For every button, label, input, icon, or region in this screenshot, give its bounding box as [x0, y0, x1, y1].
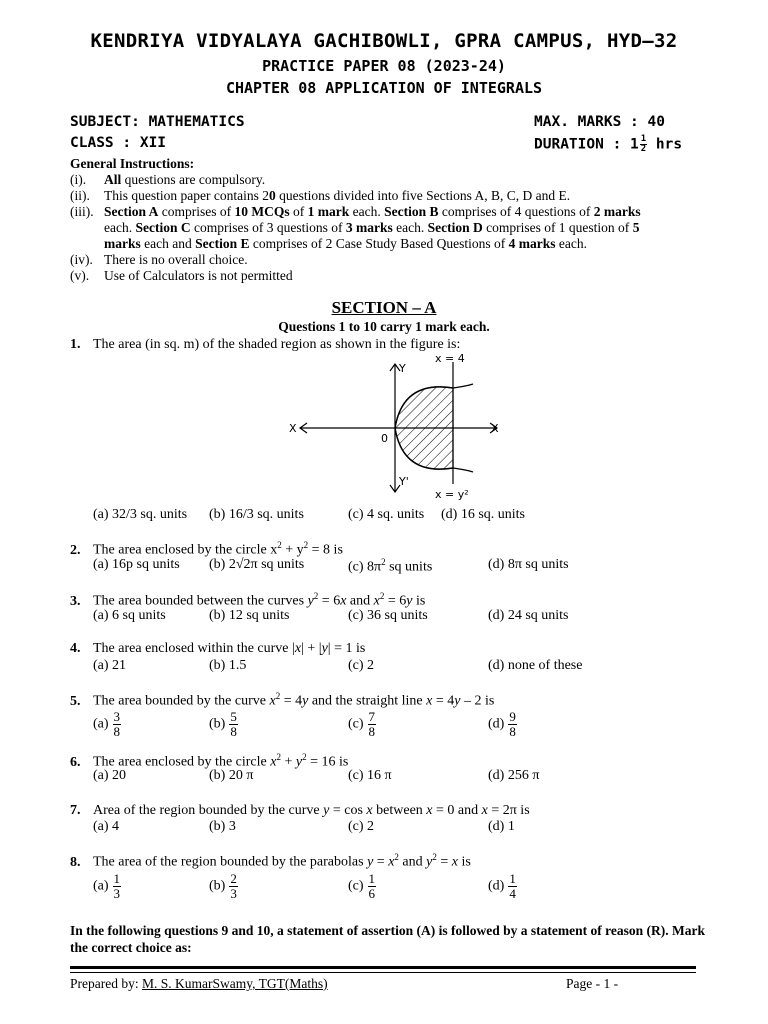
text: = 6	[318, 593, 341, 609]
option-b[interactable]: (b) 3	[209, 819, 236, 834]
text: The area bounded between the curves	[93, 593, 308, 609]
superscript: 2	[302, 752, 307, 762]
bold-text: 1 mark	[307, 204, 350, 219]
option-label: (a)	[93, 878, 109, 894]
bold-text: marks	[104, 236, 141, 251]
fraction	[508, 710, 517, 739]
text: comprises of	[158, 204, 235, 219]
question-number: 2.	[70, 542, 81, 558]
numerator: 3	[113, 709, 121, 724]
section-title: SECTION – A	[331, 298, 437, 317]
instruction-num: (ii).	[70, 188, 90, 203]
question-number: 4.	[70, 641, 81, 656]
var: y	[367, 854, 374, 870]
text: = 0 and	[432, 803, 482, 818]
bold-text: 2 marks	[593, 204, 641, 219]
fraction	[113, 710, 122, 739]
chapter-title: CHAPTER 08 APPLICATION OF INTEGRALS	[225, 79, 543, 97]
text: | + |	[301, 641, 322, 656]
var: x	[426, 693, 433, 709]
var: x	[426, 803, 433, 818]
denominator: 6	[368, 886, 376, 901]
text: = 16 is	[306, 754, 349, 770]
text: The area enclosed by the circle	[93, 754, 271, 770]
option-label: (d)	[488, 878, 505, 894]
text: | = 1 is	[327, 641, 366, 656]
curve-label: x = y²	[435, 488, 469, 500]
option-c[interactable]	[348, 557, 432, 576]
option-c[interactable]: (c) 36 sq units	[348, 608, 428, 623]
text: comprises of 2 Case Study Based Questions of	[249, 236, 509, 251]
option-d[interactable]: (d) 1	[488, 819, 515, 834]
var: x	[366, 803, 373, 818]
duration-fraction	[640, 135, 647, 154]
var: x	[294, 641, 302, 656]
superscript: 2	[381, 557, 386, 567]
text: + y	[281, 542, 304, 558]
var: x	[270, 754, 277, 770]
option-d[interactable]: (d) 16 sq. units	[441, 507, 525, 522]
x-label-right: X	[491, 422, 499, 435]
text: – 2 is	[460, 693, 495, 709]
option-c[interactable]: (c) 2	[348, 658, 375, 673]
denominator: 8	[368, 724, 376, 739]
footer-rule-thin	[70, 972, 696, 973]
paper-title: PRACTICE PAPER 08 (2023-24)	[262, 57, 506, 75]
duration-num: 1	[640, 134, 647, 144]
option-a[interactable]: (a) 6 sq units	[93, 608, 166, 623]
bold-text: 0	[268, 188, 276, 203]
text: = 8 is	[308, 542, 343, 558]
y-label-bottom: Y'	[399, 475, 409, 488]
text: each.	[555, 236, 587, 251]
var: y	[406, 593, 413, 609]
x-label-left: X	[289, 422, 297, 435]
text: = cos	[329, 803, 367, 818]
numerator: 1	[368, 871, 376, 886]
option-b[interactable]	[209, 710, 238, 739]
superscript: 2	[277, 540, 282, 550]
denominator: 8	[113, 724, 121, 739]
var: x	[388, 854, 395, 870]
text: questions are compulsory.	[121, 172, 266, 187]
question-5	[70, 691, 494, 710]
option-a[interactable]: (a) 32/3 sq. units	[93, 507, 188, 522]
text: =	[373, 854, 389, 870]
text: and	[398, 854, 427, 870]
var: x	[269, 693, 276, 709]
duration-label: DURATION : 1	[534, 136, 639, 153]
instruction-iv	[70, 252, 700, 268]
instruction-v	[70, 268, 700, 284]
option-a[interactable]: (a) 4	[93, 819, 120, 834]
text: The area enclosed by the circle x	[93, 542, 278, 558]
school-name: KENDRIYA VIDYALAYA GACHIBOWLI, GPRA CAMPUS, HYD–32	[90, 30, 678, 52]
numerator: 2	[230, 871, 237, 886]
instruction-ii	[70, 188, 700, 204]
text: questions divided into five Sections A, B, C, D and E.	[275, 188, 571, 203]
question-number: 8.	[70, 854, 81, 870]
instruction-iii	[70, 204, 700, 252]
text: There is no overall choice.	[104, 252, 248, 267]
bold-text: 5	[632, 220, 640, 235]
denominator: 3	[230, 886, 237, 901]
bold-text: Section E	[195, 236, 250, 251]
instruction-i	[70, 172, 700, 188]
var: y	[454, 693, 461, 709]
instruction-num: (iv).	[70, 252, 93, 267]
option-c[interactable]	[348, 872, 376, 901]
line-label: x = 4	[435, 352, 465, 365]
option-a[interactable]: (a) 20	[93, 768, 127, 783]
text: Use of Calculators is not permitted	[104, 268, 293, 283]
text: The area bounded by the curve	[93, 693, 270, 709]
numerator: 7	[368, 709, 376, 724]
option-d[interactable]: (d) none of these	[488, 658, 583, 673]
fraction	[229, 710, 238, 739]
instructions-title: General Instructions:	[70, 156, 195, 171]
text: is	[457, 854, 471, 870]
numerator: 1	[113, 871, 121, 886]
bold-text: 3 marks	[345, 220, 393, 235]
question-3	[70, 591, 425, 610]
text: between	[372, 803, 427, 818]
bold-text: Section D	[427, 220, 483, 235]
text: comprises of 3 questions of	[190, 220, 346, 235]
question-8	[70, 852, 471, 871]
text: sq units	[385, 559, 433, 575]
var: x	[340, 593, 347, 609]
bold-text: All	[104, 172, 122, 187]
option-label: (b)	[209, 878, 226, 894]
region-figure	[285, 350, 515, 500]
option-b[interactable]: (b) 1.5	[209, 658, 247, 673]
bold-text: 4 marks	[508, 236, 556, 251]
parabola-upper-tail	[453, 384, 473, 388]
y-label-top: Y	[399, 362, 406, 375]
text: = 2π is	[487, 803, 530, 818]
option-b[interactable]: (b) 12 sq units	[209, 608, 290, 623]
author: M. S. KumarSwamy, TGT(Maths)	[141, 976, 328, 991]
option-d[interactable]: (d) 8π sq units	[488, 557, 569, 572]
superscript: 2	[379, 591, 385, 601]
option-b[interactable]	[209, 872, 238, 901]
var: y	[302, 693, 309, 709]
instruction-num: (iii).	[70, 204, 94, 219]
question-7	[70, 803, 530, 819]
option-label: (c)	[348, 878, 364, 894]
superscript: 2	[303, 540, 309, 550]
footer-rule-thick	[70, 966, 696, 969]
text: is	[412, 593, 426, 609]
text: and the straight line	[308, 693, 427, 709]
assertion-reason-note: In the following questions 9 and 10, a statement of assertion (A) is followed by a statement of reason (R). Mark the correct choice as:	[70, 923, 705, 955]
fraction	[368, 872, 377, 901]
text: The area of the region bounded by the parabolas	[93, 854, 368, 870]
instruction-num: (i).	[70, 172, 87, 187]
question-number: 7.	[70, 803, 81, 818]
numerator: 1	[509, 871, 516, 886]
var: y	[307, 593, 314, 609]
text: each and	[140, 236, 196, 251]
origin-label: 0	[381, 432, 388, 445]
superscript: 2	[275, 691, 281, 701]
option-c[interactable]	[348, 710, 376, 739]
class: CLASS : XII	[70, 135, 167, 151]
option-label: (b)	[209, 716, 226, 732]
option-a[interactable]: (a) 16p sq units	[93, 557, 180, 572]
text: =	[436, 854, 452, 870]
question-number: 1.	[70, 337, 81, 352]
question-text: The area (in sq. m) of the shaded region as shown in the figure is:	[93, 337, 461, 352]
bold-text: Section C	[135, 220, 191, 235]
option-d[interactable]	[488, 872, 517, 901]
var: y	[426, 854, 433, 870]
text: of	[289, 204, 308, 219]
option-label: (c)	[348, 716, 364, 732]
option-d[interactable]: (d) 256 π	[488, 768, 540, 783]
var: y	[323, 803, 330, 818]
superscript: 2	[313, 591, 319, 601]
var: y	[295, 754, 303, 770]
fraction	[113, 872, 122, 901]
text: The area enclosed within the curve |	[93, 641, 295, 656]
text: (c) 8π	[348, 559, 382, 575]
question-number: 3.	[70, 593, 81, 609]
option-d[interactable]	[488, 710, 517, 739]
parabola-lower-tail	[453, 468, 473, 472]
superscript: 2	[432, 852, 437, 862]
text: +	[280, 754, 296, 770]
text: = 4	[432, 693, 455, 709]
superscript: 2	[394, 852, 399, 862]
text: each.	[104, 220, 136, 235]
option-c[interactable]: (c) 2	[348, 819, 375, 834]
duration	[534, 135, 682, 154]
question-number: 5.	[70, 693, 81, 709]
fraction	[368, 710, 377, 739]
bold-text: 10 MCQs	[234, 204, 290, 219]
general-instructions	[70, 156, 700, 284]
denominator: 8	[509, 724, 516, 739]
duration-unit: hrs	[655, 136, 683, 153]
text: comprises of 1 question of	[482, 220, 633, 235]
question-4	[70, 641, 365, 657]
option-label: (d)	[488, 716, 505, 732]
duration-den: 2	[640, 144, 647, 154]
bold-text: Section B	[384, 204, 439, 219]
option-label: (a)	[93, 716, 109, 732]
var: x	[373, 593, 380, 609]
option-b[interactable]: (b) 2√2π sq units	[209, 557, 305, 572]
subject: SUBJECT: MATHEMATICS	[70, 114, 245, 130]
text: Area of the region bounded by the curve	[93, 803, 324, 818]
max-marks: MAX. MARKS : 40	[534, 114, 665, 130]
superscript: 2	[276, 752, 281, 762]
option-c[interactable]: (c) 16 π	[348, 768, 392, 783]
option-a[interactable]	[93, 710, 121, 739]
numerator: 9	[509, 709, 516, 724]
denominator: 8	[230, 724, 237, 739]
denominator: 4	[509, 886, 516, 901]
text: comprises of 4 questions of	[438, 204, 594, 219]
instruction-num: (v).	[70, 268, 90, 283]
numerator: 5	[230, 709, 237, 724]
question-2	[70, 540, 343, 559]
footer-prepared-by	[70, 976, 328, 992]
prepared-label: Prepared by:	[70, 976, 142, 991]
text: and	[346, 593, 374, 609]
var: y	[321, 641, 328, 656]
option-a[interactable]: (a) 21	[93, 658, 127, 673]
option-b[interactable]: (b) 16/3 sq. units	[209, 507, 304, 522]
text: = 4	[280, 693, 303, 709]
text: each.	[349, 204, 385, 219]
fraction	[508, 872, 517, 901]
bold-text: Section A	[104, 204, 159, 219]
denominator: 3	[113, 886, 121, 901]
option-c[interactable]: (c) 4 sq. units	[348, 507, 425, 522]
text: This question paper contains 2	[104, 188, 269, 203]
fraction	[229, 872, 238, 901]
var: x	[481, 803, 488, 818]
section-subtitle: Questions 1 to 10 carry 1 mark each.	[278, 319, 490, 334]
footer-page-number: Page - 1 -	[566, 976, 619, 991]
option-d[interactable]: (d) 24 sq units	[488, 608, 569, 623]
option-b[interactable]: (b) 20 π	[209, 768, 254, 783]
option-a[interactable]	[93, 872, 121, 901]
text: each.	[392, 220, 428, 235]
text: = 6	[384, 593, 407, 609]
question-number: 6.	[70, 754, 81, 770]
var: x	[451, 854, 458, 870]
